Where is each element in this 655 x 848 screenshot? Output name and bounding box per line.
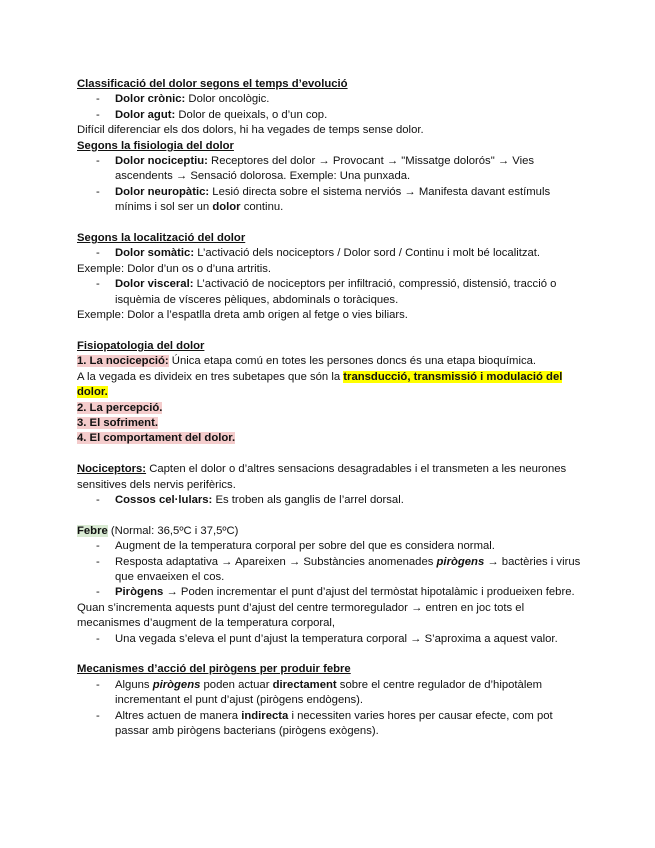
bullet-dash: - [96,93,100,106]
heading-fisiopatologia: Fisiopatologia del dolor [77,339,205,352]
note-termoregulador: Quan s’incrementa aquests punt d’ajust del centre termoregulador → entren en joc tots el mecanismes d’augment de la temperatura corporal, [77,601,525,630]
text-alguns: Alguns [115,678,153,691]
list-item-directament [77,678,582,709]
spacer [77,323,582,338]
heading-temps-evolucio: Classificació del dolor segons el temps d’evolució [77,78,348,90]
step-sofriment-label: 3. El sofriment. [77,416,158,429]
heading-localitzacio: Segons la localització del dolor [77,232,246,245]
term-pirogens-bold: Pirògens [115,586,164,599]
subdivide-text: A la vegada es divideix en tres subetapes que són la [77,370,344,383]
subdivide-highlight: transducció, transmissió i modulació del dolor. [77,370,563,399]
term-nociceptors: Nociceptors: [77,463,147,476]
text-somatic: L’activació dels nociceptors / Dolor sord / Continu i molt bé localitzat. [194,247,541,260]
text-continu: continu. [240,201,284,214]
text-visceral: L’activació de nociceptors per infiltració, compressió, distensió, tracció o isquèmia de vísceres pèliques, abdominals o toràciques. [115,278,557,306]
step-nocicepcio-text: Única etapa comú en totes les persones doncs és una etapa bioquímica. [168,355,537,368]
list-item-augment [77,539,582,554]
text-resposta: Resposta adaptativa → Apareixen → Substàncies anomenades [115,555,437,568]
bullet-dash: - [96,493,100,506]
note-diferenciar: Difícil diferenciar els dos dolors, hi ha vegades de temps sense dolor. [77,124,424,137]
bullet-dash: - [96,555,100,568]
spacer [77,447,582,462]
list-item-dolor-agut [77,108,582,123]
febre-normal: (Normal: 36,5ºC i 37,5ºC) [107,524,239,537]
step-percepcio-label: 2. La percepció. [77,401,163,414]
text-neuropatic: Lesió directa sobre el sistema nerviós → Manifesta davant estímuls mínims i sol ser un [115,185,551,214]
term-somatic: Dolor somàtic: [115,247,195,260]
step-comportament [77,431,582,446]
term-dolor-cronic: Dolor crònic: [115,93,186,106]
step-comportament-label: 4. El comportament del dolor. [77,432,236,445]
term-febre: Febre [77,524,108,537]
term-dolor-agut: Dolor agut: [115,108,176,121]
term-dolor: dolor [212,201,241,214]
example-visceral: Exemple: Dolor a l’espatlla dreta amb origen al fetge o vies biliars. [77,309,408,322]
list-item-pirogens [77,585,582,600]
term-visceral: Dolor visceral: [115,278,194,291]
step-sofriment [77,416,582,431]
spacer [77,508,582,523]
bullet-dash: - [96,108,100,121]
text-bacteries: → bactèries i virus que envaeixen el cos. [115,555,581,583]
heading-fisiologia: Segons la fisiologia del dolor [77,139,234,152]
bullet-dash: - [96,632,100,645]
step-nocicepcio-label: 1. La nocicepció: [77,355,169,368]
list-item-dolor-cronic [77,92,582,107]
text-nociceptors: Capten el dolor o d’altres sensacions desagradables i el transmeten a les neurones sensitives dels nervis perifèrics. [77,463,567,491]
list-item-neuropatic [77,185,582,216]
text-exogens: i necessiten varies hores per causar efecte, com pot passar amb pirògens bacterians (pirògens exògens). [115,709,553,737]
heading-mecanismes: Mecanismes d’acció del pirògens per produir febre [77,663,351,676]
list-item-vegada [77,632,582,647]
spacer [77,647,582,662]
bullet-dash: - [96,540,100,553]
step-percepcio [77,401,582,416]
term-nociceptiu: Dolor nociceptiu: [115,155,208,168]
term-pirogens: pirògens [436,555,485,568]
text-poden-actuar: poden actuar [200,678,273,691]
bullet-dash: - [96,586,100,599]
list-item-nociceptiu [77,154,582,185]
text-dolor-agut: Dolor de queixals, o d’un cop. [175,108,328,121]
example-somatic: Exemple: Dolor d’un os o d’una artritis. [77,262,272,275]
bullet-dash: - [96,155,100,168]
list-item-somatic [77,246,582,261]
nociceptors-paragraph [77,462,582,493]
list-item-resposta [77,555,582,586]
term-pirogens-em: pirògens [152,678,201,691]
text-altres: Altres actuen de manera [115,709,242,722]
bullet-dash: - [96,678,100,691]
bullet-dash: - [96,709,100,722]
text-vegada: Una vegada s’eleva el punt d’ajust la temperatura corporal → S’aproxima a aquest valor. [115,632,558,645]
term-directament: directament [272,678,337,691]
text-nociceptiu: Receptores del dolor → Provocant → "Missatge dolorós" → Vies ascendents → Sensació dolorosa. Exemple: Una punxada. [115,155,535,183]
list-item-cossos-cellulars [77,493,582,508]
term-indirecta: indirecta [241,709,289,722]
text-dolor-cronic: Dolor oncològic. [185,93,270,106]
bullet-dash: - [96,247,100,260]
text-pirogens: → Poden incrementar el punt d’ajust del termòstat hipotalàmic i produeixen febre. [163,586,575,599]
step-nocicepcio [77,354,582,369]
spacer [77,216,582,231]
term-cossos-cellulars: Cossos cel·lulars: [115,493,213,506]
febre-heading [77,524,582,539]
subdivide-paragraph [77,370,582,401]
list-item-visceral [77,277,582,308]
text-augment: Augment de la temperatura corporal per sobre del que es considera normal. [115,540,495,553]
list-item-indirecta [77,709,582,740]
term-neuropatic: Dolor neuropàtic: [115,185,210,198]
bullet-dash: - [96,278,100,291]
text-cossos-cellulars: Es troben als ganglis de l’arrel dorsal. [212,493,404,506]
document-content [77,77,582,739]
bullet-dash: - [96,185,100,198]
text-endogens: sobre el centre regulador de d’hipotàlem incrementant el punt d’ajust (pirògens endògens). [115,678,543,707]
